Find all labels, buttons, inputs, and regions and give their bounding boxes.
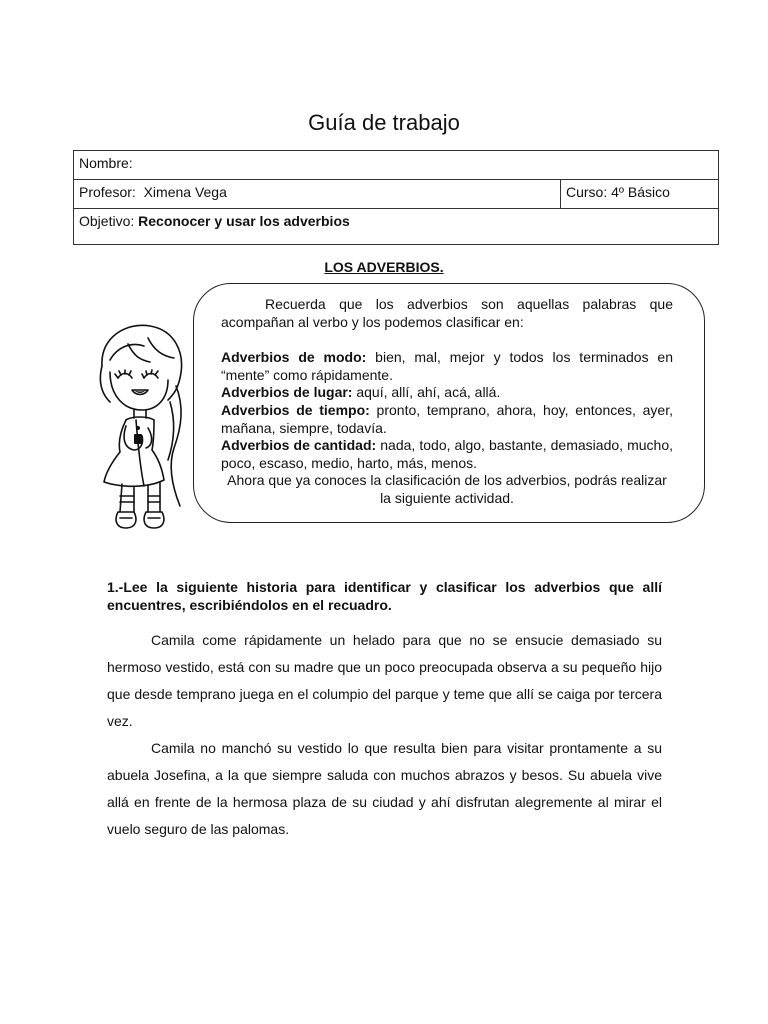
page-title: Guía de trabajo [308,110,460,135]
curso-label: Curso: [566,184,608,200]
cantidad-text: nada, todo, algo, bastante, demasiado, mucho, poco, escaso, medio, harto, más, menos. [221,437,674,471]
modo-label: Adverbios de modo: [221,349,367,366]
bubble-intro: Recuerda que los adverbios son aquellas palabras que acompañan al verbo y los podemos clasificar en: [221,296,673,330]
tiempo-label: Adverbios de tiempo: [221,401,370,418]
curso-value: 4º Básico [611,184,670,200]
adverbios-modo [221,349,673,384]
story-paragraph: Camila no manchó su vestido lo que resulta bien para visitar prontamente a su abuela Josefina, a la que siempre saluda con muchos abrazos y besos. Su abuela vive allá en frente de la hermosa plaza de su ciudad y ahí disfrutan alegremente al mirar el vuelo seguro de las palomas. [107,740,662,837]
profesor-value: Ximena Vega [143,184,227,200]
header-info-table [73,150,719,245]
objetivo-value: Reconocer y usar los adverbios [138,213,350,229]
adverbios-lugar [221,384,673,402]
profesor-cell [74,180,561,209]
profesor-row [74,180,719,209]
cantidad-label: Adverbios de cantidad: [221,437,377,454]
adverbios-cantidad [221,437,673,472]
profesor-label: Profesor: [79,184,136,200]
objetivo-label: Objetivo: [79,213,135,229]
curso-cell [561,180,719,209]
bubble-text [221,296,673,508]
question-instruction: 1.-Lee la siguiente historia para identificar y clasificar los adverbios que allí encuentres, escribiéndolos en el recuadro. [107,579,662,613]
objetivo-row [74,209,719,245]
lugar-text: aquí, allí, ahí, acá, allá. [356,384,501,401]
nombre-label: Nombre: [79,155,133,171]
story-text [107,627,662,843]
nombre-row [74,151,719,180]
nombre-cell[interactable] [74,151,719,180]
cartoon-girl-illustration [88,316,200,538]
tiempo-text: pronto, temprano, ahora, hoy, entonces, ayer, mañana, siempre, todavía. [221,401,673,436]
lugar-label: Adverbios de lugar: [221,384,353,401]
section-heading: LOS ADVERBIOS. [324,259,444,275]
modo-text: bien, mal, mejor y todos los terminados en “mente” como rápidamente. [221,349,673,383]
story-paragraph: Camila come rápidamente un helado para que no se ensucie demasiado su hermoso vestido, está con su madre que un poco preocupada observa a su pequeño hijo que desde temprano juega en el columpio del parque y teme que allí se caiga por tercera vez. [107,632,662,729]
objetivo-cell [74,209,719,245]
bubble-closing: Ahora que ya conoces la clasificación de los adverbios, podrás realizar la siguiente actividad. [227,472,667,506]
adverbios-tiempo [221,402,673,437]
